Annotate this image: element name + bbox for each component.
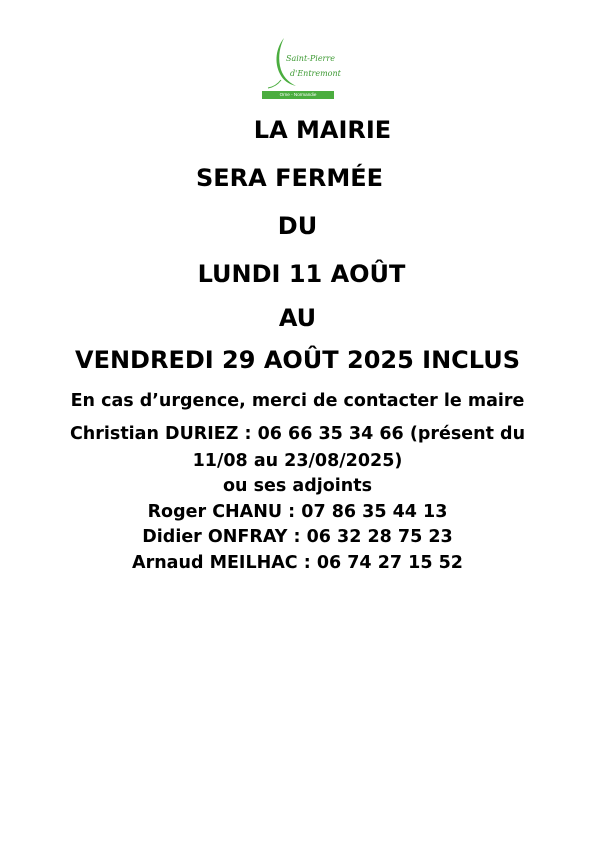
announcement-line-la-mairie: LA MAIRIE — [253, 116, 392, 144]
announcement-line-start-date: LUNDI 11 AOÛT — [197, 260, 406, 288]
urgency-note: En cas d’urgence, merci de contacter le maire — [70, 391, 525, 411]
announcement-line-au: AU — [278, 304, 317, 332]
announcement-line-end-date: VENDREDI 29 AOÛT 2025 INCLUS — [75, 346, 520, 374]
deputies-intro: ou ses adjoints — [223, 476, 372, 496]
deputy-contact-chanu: Roger CHANU : 07 86 35 44 13 — [147, 502, 448, 522]
deputy-contact-onfray: Didier ONFRAY : 06 32 28 75 23 — [142, 527, 453, 547]
announcement-line-sera-fermee: SERA FERMÉE — [195, 164, 384, 192]
mayor-contact-line2: 11/08 au 23/08/2025) — [192, 451, 403, 471]
logo — [262, 36, 341, 100]
mayor-contact-line1: Christian DURIEZ : 06 66 35 34 66 (présent du — [69, 424, 526, 444]
leaf-swoosh-icon — [262, 36, 302, 92]
logo-text-line2: d'Entremont — [290, 69, 341, 78]
logo-region-band: Orne - Normandie — [262, 91, 334, 99]
announcement-line-du: DU — [277, 212, 318, 240]
deputy-contact-meilhac: Arnaud MEILHAC : 06 74 27 15 52 — [132, 553, 463, 573]
logo-text-line1: Saint-Pierre — [286, 54, 335, 63]
